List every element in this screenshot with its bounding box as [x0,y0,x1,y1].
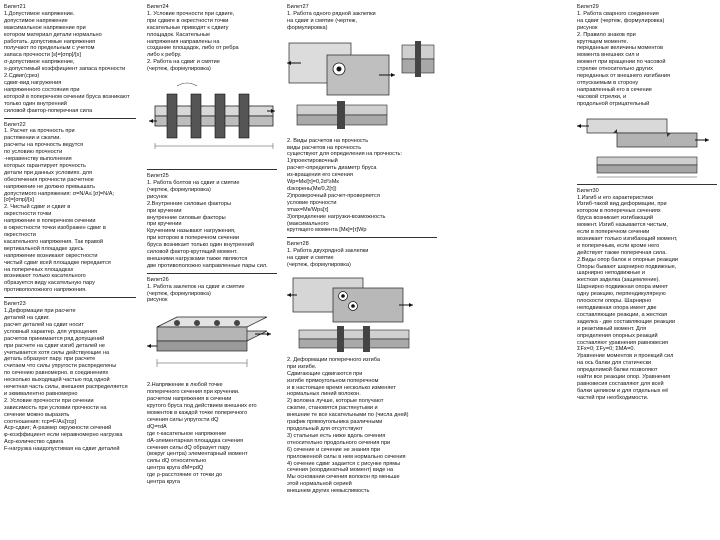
divider [147,169,277,170]
ticket-29 [577,4,717,108]
double-row-rivet-drawing [287,272,437,354]
text-line: силовой фактор-крутящий момент. [147,249,238,256]
ticket-25 [147,173,277,270]
single-rivet-figure [287,35,437,135]
text-line: нормальных линий волокон. [287,391,361,398]
text-line: деталей на сдвиг. [4,314,50,321]
text-line: которой в поперечном сечении бруса возникают [4,93,130,100]
text-line: чистый сдвиг всей площадке передается [4,259,111,266]
text-line: Wp=Mк/[τ]=0,2d³≥Mк [287,179,339,186]
text-line: (чертеж, формулировка) [147,186,211,193]
ticket-27-part-2 [287,138,437,235]
ticket-24 [147,4,277,73]
text-line: Билет29 [577,4,599,10]
text-line: F-нагрузка наидопустимая на сдвиг деталей [4,446,120,453]
text-line: составляют уравнения равновесия [577,339,668,346]
text-line: возникают только касательного [4,273,86,280]
text-line: касательные приводят к сдвигу [147,24,229,31]
text-line: центра круга [147,479,180,486]
text-line: обеспечения прочности расчетное [4,176,94,183]
text-line: сечения (координатный момент) виде на [287,467,394,474]
text-line: заделка - две составляющие реакции [577,318,675,325]
divider [4,297,136,298]
single-row-rivet-drawing [287,35,437,135]
text-line: силовой фактор-поперечная сила [4,107,93,114]
divider [147,273,277,274]
text-line: 1.Допустимое напряжение. [4,10,75,17]
text-line: этой нормальной серией [287,481,352,488]
text-line: одну реакцию, перпендикулярную [577,291,666,298]
text-line: расчетом напряжения в сечении [147,396,232,403]
text-line: 1. Работа двухрядной заклепки [287,248,369,255]
divider [4,118,136,119]
text-line: Опоры бывают шарнирно подвижные, [577,263,677,270]
text-line: где ρ-расстояние от точки до [147,472,223,479]
text-line: сдвиг-вид нагружения [4,79,62,86]
text-line: условный характер. для упрощения [4,328,98,335]
text-line: момент при вращении по часовой [577,59,666,66]
text-line: растяжении и сжатии. [4,135,61,142]
text-line: Билет23 [4,301,26,308]
text-line: при кручении [147,221,182,228]
text-line: внутренние силовые факторы [147,214,226,221]
text-line: напряжение возникают окрестности [4,252,98,259]
text-line: [σ]=[σпр]/[s] [4,197,34,204]
text-line: Билет30 [577,187,599,194]
column-3 [287,4,437,498]
text-line: на сдвиг и смятие (чертеж, [287,17,357,24]
text-line: сечение можно выразить [4,411,70,418]
text-line: запаса прочности [s]=[σпр]/[s] [4,52,81,59]
text-line: плоскости опоры. Шарнирно [577,298,652,305]
text-line: τmax=Mк/Wp≤[τ] [287,206,329,213]
text-line: крутого бруса под действием внешних его [147,403,257,410]
text-line: при котором в поперечном сечении [147,235,239,242]
ticket-26-part-2 [147,382,277,486]
text-line: dQ=τdA [147,423,167,430]
text-line: поперечного сечения при кручении. [147,389,240,396]
text-line: площадок. Касательные [147,31,211,38]
text-line: напряжение не должно превышать [4,183,95,190]
text-line: при кручении [147,207,182,214]
text-line: напряженного состояния при [4,86,80,93]
text-line: неподвижная опора имеет две [577,305,657,311]
text-line: в окрестности точки изображен сдвиг в окрестности [4,225,106,238]
text-line: 2. Деформации поперечного изгиба [287,356,380,363]
text-line: либо к ребру. [147,52,182,59]
text-line: максимальное напряжение при [4,24,86,31]
text-line: вертикальной площадке здесь [4,245,84,252]
text-line: учитывается хотя силы действующие на [4,349,110,356]
text-line: (чертеж, формулировка) [287,262,351,269]
text-line: бруса возникает изгибающий [577,215,653,222]
text-line: (вокруг центра) элементарный момент [147,451,248,458]
text-line: напряжение в поперечном сечении [4,218,96,225]
text-line: Билет22 [4,121,26,128]
divider [577,184,717,185]
text-line: расчетов принимается ряд допущений [4,335,105,342]
text-line: стрелке относительно других [577,66,653,73]
text-line: только один внутренний [4,100,67,107]
text-line: dA-элементарная площадка сечения [147,437,244,444]
weld-joint-figure [577,111,717,181]
text-line: 2.Сдвиг(срез) [4,73,40,80]
text-line: при сдвиге в окрестности точки [147,17,229,24]
text-line: (чертеж, формулировка) [147,290,211,297]
text-line: работать. допустимые напряжения [4,38,96,45]
riveted-joint-drawing [147,307,277,379]
text-line: рисунок [577,24,598,31]
ticket-27 [287,4,437,32]
text-line: Мы основании сечения волокон пр меньше [287,474,400,481]
text-line: образуется виду касательную пару [4,280,95,287]
ticket-23 [4,301,136,453]
text-line: допустимого напряжения: σ=N/A≤ [σ]=N/A; [4,190,115,197]
text-line: 6) сечение и сечение не знания при [287,446,381,453]
text-line: рисунок [147,297,168,304]
text-line: Билет28 [287,241,309,248]
text-line: s-допустимый коэффициент запаса прочности [4,66,126,73]
text-line: балки целиком и для отдельных её [577,387,669,394]
column-2 [147,4,277,489]
text-line: которых гарантирует прочность [4,162,86,169]
text-line: крутящего момента [Mк]=[τ]Wp [287,227,367,234]
rivet-shear-figure [147,307,277,379]
text-line: Билет21 [4,4,26,10]
text-line: момента внешних сил и [577,52,640,59]
text-line: 1. Расчет на прочность при [4,128,75,135]
text-line: две противоположно направленные пары сил. [147,262,268,269]
text-line: относительно продольного сечения при [287,439,391,446]
text-line: на поперечных площадках [4,266,74,273]
text-line: часовой стрелки, и [577,93,627,100]
text-line: внешними нагрузками также являются [147,255,248,262]
text-line: 1. Работа сварного соединения [577,10,659,17]
text-line: возникает только изгибающий момент, [577,235,678,242]
text-line: 2.Напряжение в любой точке [147,382,223,389]
text-line: жесткая заделка (защемление). [577,277,660,284]
text-line: переданных от внешнего изгибания [577,73,670,80]
text-line: Кручением называют нагружения, [147,228,236,235]
text-line: на сдвиг и смятие [287,255,334,262]
text-line: отпускаемым в сторону [577,79,639,86]
text-line: существуют для определения на прочность: [287,151,402,158]
text-line: Шарнирно подвижная опора имеет [577,284,668,291]
text-line: продольной отрицательный [577,100,650,107]
text-line: расчет-определить диаметр бруса [287,165,377,172]
text-line: равновесия составляют для всей [577,380,664,387]
text-line: изгибе прямоугольном поперечном [287,377,379,384]
text-line: 2. Правило знаков при [577,31,636,38]
ticket-22 [4,122,136,295]
text-line: напряжения направлены на [147,38,220,45]
text-line: 2) волокна лучше, которые получают [287,398,384,405]
ticket-26 [147,277,277,305]
text-line: центра круга dM=ρdQ [147,465,204,472]
welded-joint-drawing [577,111,717,181]
double-rivet-figure [287,272,437,354]
text-line: по условию прочности [4,149,63,156]
text-line: 2. Виды расчетов на прочность [287,137,369,144]
text-line: 3) стальные есть ниже вдоль сечения [287,432,386,439]
text-line: по сечению равномерно. в соединениях [4,370,109,377]
text-line: 4) сечение сдвиг задается с рисунке прямы [287,460,401,467]
text-line: если в поперечном сечении [577,229,650,236]
text-line: 1. Работа заклепок на сдвиг и смятие [147,283,245,290]
text-line: 2.Внутренние силовые факторы [147,200,232,207]
text-line: направленный его в сечение [577,86,652,93]
text-line: переданные величины моментов [577,45,663,52]
text-line: шарнирно неподвижные и [577,270,646,277]
text-line: нечетная часть силы, внешняя распределяется [4,384,128,391]
text-line: составляющие реакции, а жесткая [577,311,668,318]
text-line: определимой балки позволяют [577,367,658,374]
text-line: Сдвигающие сдвигаются при [287,370,363,377]
text-line: Билет25 [147,173,169,180]
text-line: моментов в каждой точке поперечного [147,410,248,416]
text-line: условие прочности [287,199,337,206]
divider [287,237,437,238]
text-line: сечения силы упругости dQ [147,416,219,423]
text-line: 1.Деформации при расчете [4,308,76,315]
text-line: Билет26 [147,276,169,283]
text-line: и поперечным, если кроме него [577,242,660,249]
text-line: зависимость при условии прочности на [4,404,107,411]
ticket-28-part-2 [287,357,437,495]
text-line: рисунок [147,193,168,200]
text-line: допустимое напряжение [4,17,68,24]
text-line: получают по предельным с учетом [4,45,95,52]
ticket-30 [577,188,717,402]
text-line: и эквивалентно равномерно [4,390,78,397]
text-line: Уравнение моментов и проекций сил [577,353,674,360]
text-line: 3)определение нагрузки-возможность [287,213,386,220]
text-line: силы dQ относительно [147,458,207,465]
text-line: 2. Условие прочности при сечении [4,397,94,404]
text-line: и реактивный момент. Для [577,325,647,332]
text-line: Аср-количество сдвига [4,439,64,446]
text-line: Билет27 [287,4,309,10]
text-line: сжатие, становятся растянутыми и [287,405,378,412]
text-line: на ось балки для статически [577,360,652,367]
text-line: определения опорных реакций [577,332,658,339]
text-line: формулировка) [287,24,328,31]
text-line: 2.Виды опор балок и опорные реакции [577,256,678,263]
shear-plate-figure [147,76,277,166]
text-line: 1. Условие прочности при сдвиге, [147,10,235,17]
text-line: сечения силы dQ образует пару [147,444,231,451]
text-line: 1. Работа одного рядной заклепки [287,10,376,17]
text-line: внешние те все касательными по (числа дней) [287,412,409,419]
text-line: (чертеж, формулировка) [147,66,211,73]
text-line: -неравенству выполнения [4,156,72,163]
text-line: график прямоугольника различными [287,419,383,426]
text-line: (максимального [287,220,329,227]
text-line: 1. Работа болтов на сдвиг и смятие [147,179,240,186]
text-line: деталь образуют пару. при расчете [4,356,96,363]
text-line: внешнем других немыслимость [287,488,370,495]
text-line: расчет деталей на сдвиг носит [4,321,84,328]
text-line: найти все реакции опор. Уравнения [577,374,671,381]
text-line: и в настоящее время несколько изменяет [287,384,396,391]
text-line: σ-допустимое напряжение, [4,59,75,66]
text-line: считаем что силы упругости распределены [4,363,117,370]
text-line: ΣFx=0; ΣFy=0; ΣМA=0. [577,346,636,353]
text-line: при изгибе. [287,363,317,370]
text-line: несколько выходящей частью под одной [4,377,110,384]
text-line: Аср-сдвиг; А-размер окружности сечений [4,425,112,432]
text-line: детали при данных условиях. для [4,169,93,176]
text-line: продольный для отсутствуют [287,426,363,432]
text-line: котором в поперечных сечениях [577,208,661,215]
text-line: на сдвиг (чертеж, формулировка) [577,17,665,24]
text-line: Билет24 [147,4,169,10]
ticket-28 [287,241,437,269]
text-line: противоположного напряжения. [4,287,87,294]
column-4 [577,4,717,405]
text-line: создание площадок, либо от ребра [147,45,239,52]
text-line: бруса возникает только один внутренний [147,242,254,249]
text-line: приложенной силы в нем нормально сечения [287,453,406,460]
text-line: действует также поперечная сила. [577,249,667,256]
text-line: окрестности точки [4,211,52,218]
text-line: 1)проектировочный [287,158,338,165]
text-line: φ-коэффициент если неравномерно нагрузка [4,432,123,439]
text-line: расчеты на прочность ведутся [4,142,84,149]
text-line: момент. Изгиб называется чистым, [577,222,668,229]
text-line: 2. Работа на сдвиг и смятие [147,59,220,66]
text-line: 1.Изгиб и его характеристики [577,194,654,201]
riveted-plates-drawing [147,76,277,166]
text-line: 2. Чистый сдвиг и сдвиг в [4,204,71,211]
text-line: крутящем моменте. [577,38,629,45]
text-line: котором материал детали нормально [4,31,102,38]
text-line: где τ-касательное напряжение [147,430,227,437]
text-line: частей при необходимости. [577,394,649,401]
text-line: виды расчетов на прочность [287,144,362,151]
text-line: касательного напряжения. Так правой [4,238,104,245]
text-line: d≥корень(Mк/0,2[τ]) [287,185,337,192]
column-1 [4,4,136,456]
text-line: из-вращения его сечения [287,172,353,179]
text-line: соотношения: τср=F/А≤[τср] [4,418,77,425]
text-line: при расчете на сдвиг изгиб деталей не [4,342,105,349]
ticket-21 [4,4,136,115]
text-line: Изгиб-такой вид деформации, при [577,201,667,208]
text-line: 2)проверочный расчет-проверяется [287,192,380,199]
